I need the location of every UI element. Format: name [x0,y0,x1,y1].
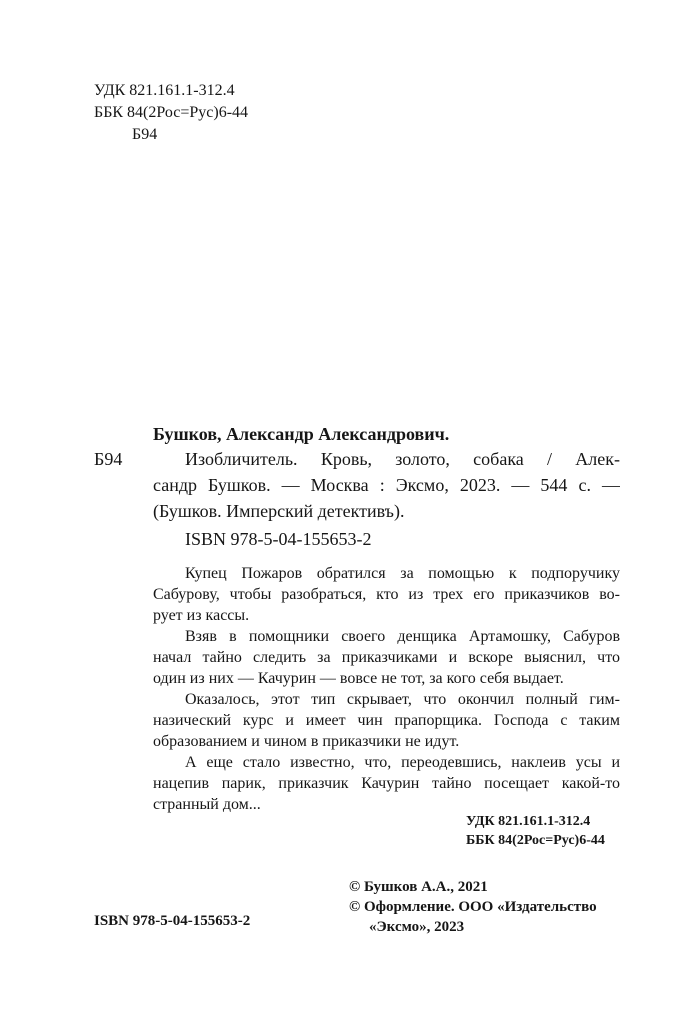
annotation [153,563,620,815]
annotation-line: начал тайно следить за приказчиками и вскоре выяснил, что [153,649,620,666]
annotation-line: Взяв в помощники своего денщика Артамошку, Сабуров [185,628,620,645]
record-isbn: ISBN 978-5-04-155653-2 [185,529,372,549]
annotation-line: один из них — Качурин — вовсе не тот, за кого себя выдает. [153,670,564,687]
annotation-line: странный дом... [153,796,261,813]
isbn-bottom: ISBN 978-5-04-155653-2 [94,913,251,929]
annotation-line: Сабурову, чтобы разобраться, кто из трех его приказчиков во- [153,586,620,603]
copyright-design: © Оформление. ООО «Издательство [349,899,597,915]
description-line: Изобличитель. Кровь, золото, собака / Алек- [185,449,620,469]
annotation-line: образованием и чином в приказчики не идут. [153,733,460,750]
annotation-line: Оказалось, этот тип скрывает, что окончил полный гим- [185,691,620,708]
record-cutter-code: Б94 [94,449,123,469]
top-classification-codes [94,80,248,146]
description-line: сандр Бушков. — Москва : Эксмо, 2023. — 544 с. — [153,475,620,495]
copyright-block [349,877,597,937]
annotation-line: назический курс и имеет чин прапорщика. Господа с таким [153,712,620,729]
udk-code: УДК 821.161.1-312.4 [94,82,235,99]
footer-classification-codes [466,812,605,850]
copyright-design-continued: «Эксмо», 2023 [369,919,465,935]
author-heading: Бушков, Александр Александрович. [153,424,450,444]
cutter-code: Б94 [132,126,158,143]
bbk-code: ББК 84(2Рос=Рус)6-44 [94,104,249,121]
footer-bbk-code: ББК 84(2Рос=Рус)6-44 [466,833,605,848]
annotation-line: рует из кассы. [153,607,250,624]
annotation-line: нацепив парик, приказчик Качурин тайно посещает какой-то [153,775,620,792]
annotation-line: Купец Пожаров обратился за помощью к подпоручику [185,565,620,582]
description-line: (Бушков. Имперский детективъ). [153,501,405,521]
copyright-author: © Бушков А.А., 2021 [349,879,488,895]
annotation-line: А еще стало известно, что, переодевшись, наклеив усы и [185,754,620,771]
footer-udk-code: УДК 821.161.1-312.4 [466,814,591,829]
bibliographic-description [153,446,620,524]
